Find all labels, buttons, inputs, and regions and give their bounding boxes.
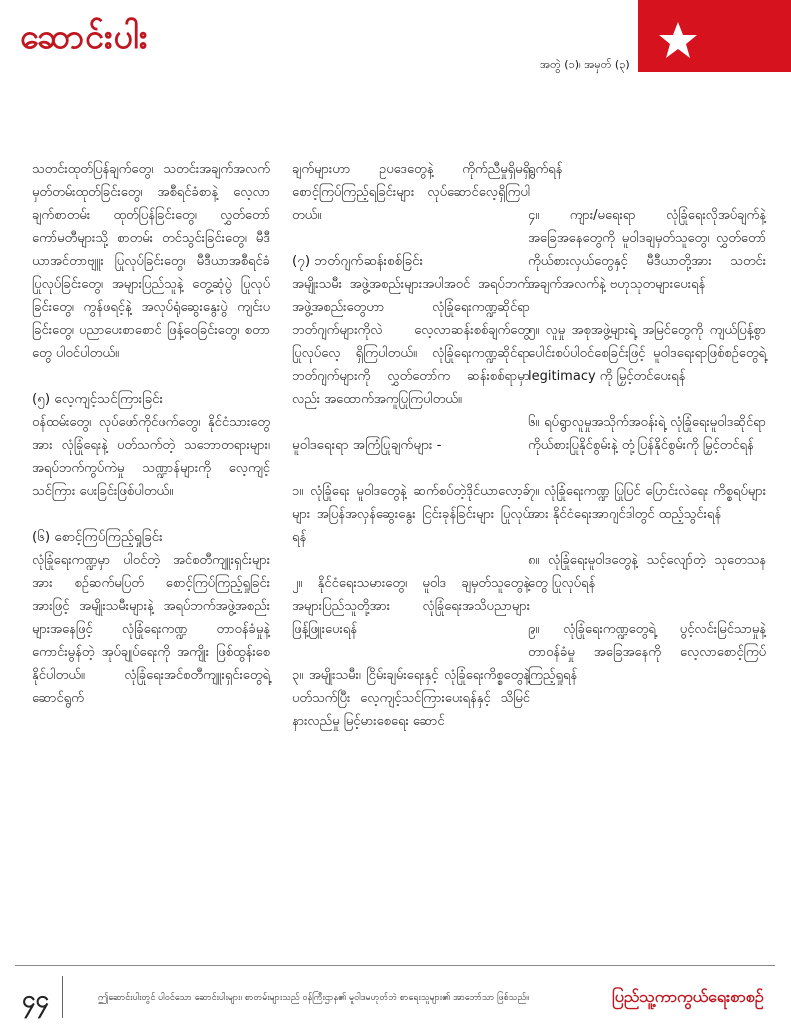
body-paragraph: အမျိုးသမီး အဖွဲ့အစည်းများအပါအဝင် အရပ်ဘက် အဖွဲ့အစည်းတွေဟာ လုံခြုံရေးကဏ္ဍဆိုင်ရာ ဘတ်ဂျက်များကိုလဲ လေ့လာဆန်းစစ်ချက်တွေ ပြုလုပ်လေ့ ရှိကြပါတယ်။ လုံခြုံရေးကဏ္ဍဆိုင်ရာ ဘတ်ဂျက်များကို လွှတ်တော်က ဆန်းစစ်ရာမှာလည်း အထောက်အကူပြုကြပါတယ်။ [292, 277, 530, 407]
section-heading: (၅) လေ့ကျင့်သင်ကြားခြင်း [32, 391, 164, 407]
paragraph-gap [528, 457, 766, 480]
section-heading: မူဝါဒရေးရာ အကြံပြုချက်များ - [292, 437, 442, 453]
page-number: ၄၄ [22, 985, 49, 1013]
paragraph-gap [292, 457, 530, 480]
footer-brand: ပြည်သူ့ကာကွယ်ရေးစာစဉ် [612, 987, 764, 1006]
footer-note: ဤဆောင်းပါးတွင် ပါဝင်သော ဆောင်းပါးများ၊ စာတမ်းများသည် ဝန်ကြီးဌာန၏ မူဝါဒမဟုတ်ဘဲ စာရေးသူများ၏ အာဘော်သာ ဖြစ်သည်။ [98, 993, 529, 1003]
paragraph-gap [292, 549, 530, 572]
body-paragraph: လုံခြုံရေးကဏ္ဍမှာ ပါဝင်တဲ့ အင်စတီကျူးရှင်းများအား စဉ်ဆက်မပြတ် စောင့်ကြပ်ကြည့်ရှုခြင်း အားဖြင့် အမျိုးသမီးများနဲ့ အရပ်ဘက်အဖွဲ့အစည်းများအနေဖြင့် လုံခြုံရေးကဏ္ဍ တာဝန်ခံမှုနဲ့ ကောင်းမွန်တဲ့ အုပ်ချုပ်ရေးကို အကျိုး ဖြစ်ထွန်းစေနိုင်ပါတယ်။ လုံခြုံရေးအင်စတီကျူးရှင်းတွေရဲ့ ဆောင်ရွက် [32, 553, 270, 706]
text-column-1 [32, 158, 270, 710]
paragraph-gap [528, 526, 766, 549]
body-paragraph: သတင်းထုတ်ပြန်ချက်တွေ၊ သတင်းအချက်အလက် မှတ်တမ်းထုတ်ခြင်းတွေ၊ အစီရင်ခံစာနဲ့ လေ့လာချက်စာတမ်း ထုတ်ပြန်ခြင်းတွေ၊ လွှတ်တော်ကော်မတီများသို့ စာတမ်း တင်သွင်းခြင်းတွေ၊ မီဒီယာအင်တာဗျူး ပြုလုပ်ခြင်းတွေ၊ မီဒီယာအစီရင်ခံ ပြုလုပ်ခြင်းတွေ၊ အများပြည်သူနဲ့ တွေ့ဆုံပွဲ ပြုလုပ်ခြင်းတွေ၊ ကွန်ဖရင့်နဲ့ အလုပ်ရုံဆွေးနွေးပွဲ ကျင်းပခြင်းတွေ၊ ပညာပေးစာစောင် ဖြန့်ဝေခြင်းတွေ၊ စတာတွေ ပါဝင်ပါတယ်။ [32, 162, 270, 361]
section-heading: (၆) စောင့်ကြပ်ကြည့်ရှုခြင်း [32, 529, 163, 545]
text-column-3 [528, 158, 766, 687]
body-paragraph: ချက်များဟာ ဥပဒေတွေနဲ့ ကိုက်ညီမှုရှိမရှိ စောင့်ကြပ်ကြည့်ရခြင်းများ လုပ်ဆောင်လေ့ရှိကြပါတယ်။ [292, 162, 530, 223]
paragraph-gap [292, 641, 530, 664]
masthead-title: ဆောင်းပါး [20, 17, 149, 57]
text-column-2 [292, 158, 530, 733]
paragraph-gap [292, 411, 530, 434]
paragraph-gap [528, 181, 766, 204]
body-paragraph: ၃။ အမျိုးသမီး၊ ငြိမ်းချမ်းရေးနှင့် လုံခြုံရေးကိစ္စတွေနဲ့ ပတ်သက်ပြီး လေ့ကျင့်သင်ကြားပေးရန်နှင့် သိမြင်နားလည်မှု မြင့်မားစေရေး ဆောင် [292, 668, 530, 729]
body-paragraph: ၅။ လူမှု အစုအဖွဲ့များရဲ့ အမြင်တွေကို ကျယ်ပြန့်စွာ ပေါင်းစပ်ပါဝင်စေခြင်းဖြင့် မူဝါဒရေးရာဖြစ်စဉ်တွေရဲ့ legitimacy ကို မြှင့်တင်ပေးရန် [528, 323, 766, 384]
paragraph-gap [528, 595, 766, 618]
flag-banner [638, 0, 791, 72]
footer-divider [15, 965, 775, 966]
page-number-divider [62, 976, 63, 1018]
section-heading: (၇) ဘတ်ဂျက်ဆန်းစစ်ခြင်း [292, 253, 424, 269]
paragraph-gap [528, 388, 766, 411]
star-icon [656, 20, 700, 60]
page-header [0, 0, 791, 90]
body-paragraph: ၂။ နိုင်ငံရေးသမားတွေ၊ မူဝါဒ ချမှတ်သူတွေနဲ့ အများပြည်သူတို့အား လုံခြုံရေးအသိပညာများ ဖြန့်ဖြူးပေးရန် [292, 576, 530, 637]
body-paragraph: ရွက်ရန် [528, 162, 563, 177]
body-paragraph: ၆။ ရပ်ရွာလူမှုအသိုက်အဝန်းရဲ့ လုံခြုံရေးမူဝါဒဆိုင်ရာ ကိုယ်စားပြုနိုင်စွမ်းနဲ့ တုံ့ပြန်နိုင်စွမ်းကို မြှင့်တင်ရန် [528, 415, 766, 453]
body-paragraph: ၄။ ကျား/မရေးရာ လုံခြုံရေးလိုအပ်ချက်နဲ့ အခြေအနေတွေကို မူဝါဒချမှတ်သူတွေ၊ လွှတ်တော် ကိုယ်စားလှယ်တွေနှင့် မီဒီယာတို့အား သတင်းအချက်အလက်နဲ့ ဗဟုသုတများပေးရန် [528, 208, 766, 292]
body-paragraph: ၈။ လုံခြုံရေးမူဝါဒတွေနဲ့ သင့်လျော်တဲ့ သုတေသနတွေ ပြုလုပ်ရန် [528, 553, 766, 591]
paragraph-gap [292, 227, 530, 250]
paragraph-gap [528, 296, 766, 319]
paragraph-gap [32, 365, 270, 388]
body-paragraph: ဝန်ထမ်းတွေ၊ လုပ်ဖော်ကိုင်ဖက်တွေ၊ နိုင်ငံသားတွေအား လုံခြုံရေးနဲ့ ပတ်သက်တဲ့ သဘောတရားများ၊ အရပ်ဘက်ကွပ်ကဲမှု သဏ္ဍာန်များကို လေ့ကျင့်သင်ကြား ပေးခြင်းဖြစ်ပါတယ်။ [32, 415, 270, 499]
body-paragraph: ၇။ လုံခြုံရေးကဏ္ဍ ပြုပြင် ပြောင်းလဲရေး ကိစ္စရပ်များအား နိုင်ငံရေးအာဂျင်ဒါတွင် ထည့်သွင်းရန် [528, 484, 766, 522]
paragraph-gap [32, 503, 270, 526]
body-paragraph: ၁။ လုံခြုံရေး မူဝါဒတွေနဲ့ ဆက်စပ်တဲ့ဒိုင်ယာလော့ခ်များ အပြန်အလှန်ဆွေးနွေး ငြင်းခုန်ခြင်းများ ပြုလုပ်ရန် [292, 484, 530, 545]
issue-number: အတွဲ (၁)၊ အမှတ် (၃) [540, 58, 630, 71]
body-paragraph: ၉။ လုံခြုံရေးကဏ္ဍတွေရဲ့ ပွင့်လင်းမြင်သာမှုနဲ့ တာဝန်ခံမှု အခြေအနေကို လေ့လာစောင့်ကြပ်ကြည့်ရှုရန် [528, 622, 766, 683]
